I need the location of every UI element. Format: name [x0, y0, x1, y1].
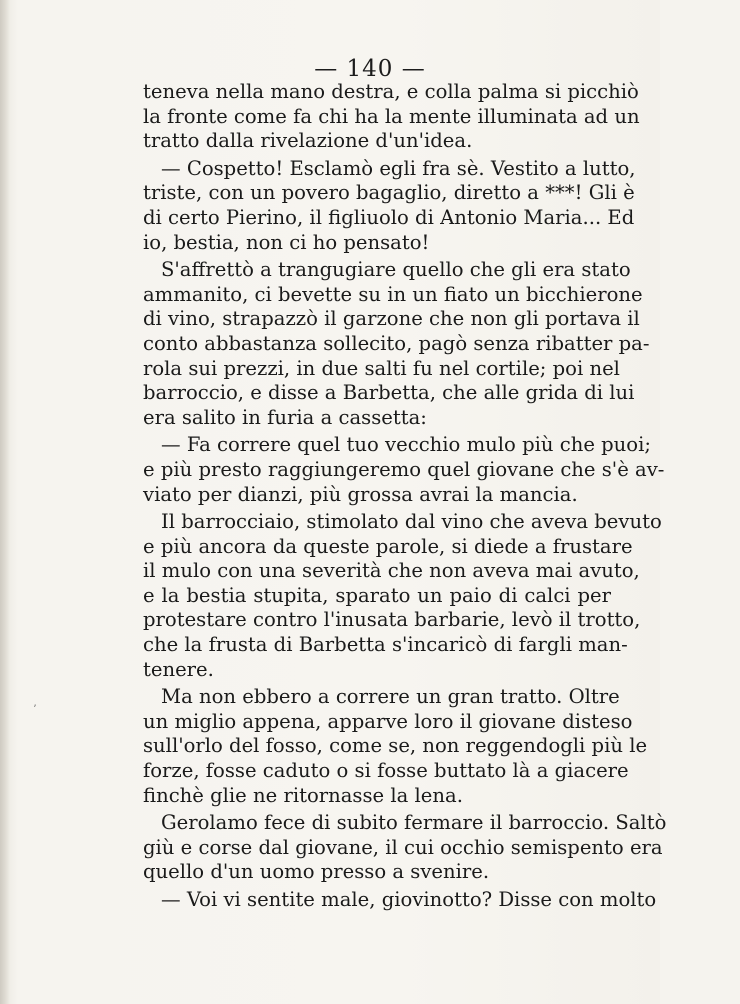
text-line: la fronte come fa chi ha la mente illuminata ad un: [143, 104, 640, 128]
text-line: rola sui prezzi, in due salti fu nel cortile; poi nel: [143, 356, 620, 380]
text-line: un miglio appena, apparve loro il giovane disteso: [143, 709, 633, 733]
text-line: finchè glie ne ritornasse la lena.: [143, 783, 463, 807]
spine-shadow: [0, 0, 10, 1004]
text-line: tratto dalla rivelazione d'un'idea.: [143, 129, 473, 153]
margin-mark: ʼ: [33, 704, 37, 715]
text-line: viato per dianzi, più grossa avrai la mancia.: [143, 482, 578, 506]
text-line: teneva nella mano destra, e colla palma si picchiò: [143, 80, 639, 103]
text-line: di certo Pierino, il figliuolo di Antonio Maria... Ed: [143, 205, 635, 229]
paragraph: [143, 80, 640, 154]
page-number: — 140 —: [314, 56, 426, 82]
text-line: che la frusta di Barbetta s'incaricò di fargli man-: [143, 633, 628, 657]
paragraph: [143, 510, 662, 682]
text-line: Ma non ebbero a correre un gran tratto. Oltre: [161, 685, 620, 709]
text-line: S'affrettò a trangugiare quello che gli era stato: [161, 258, 631, 282]
text-line: Gerolamo fece di subito fermare il barroccio. Saltò: [161, 811, 667, 835]
text-line: protestare contro l'inusata barbarie, levò il trotto,: [143, 608, 641, 632]
text-line: io, bestia, non ci ho pensato!: [143, 230, 430, 254]
text-line: e più ancora da queste parole, si diede a frustare: [143, 534, 633, 558]
text-line: quello d'un uomo presso a svenire.: [143, 860, 490, 884]
text-line: e la bestia stupita, sparato un paio di calci per: [143, 583, 611, 607]
paragraph: [143, 258, 650, 430]
text-line: di vino, strapazzò il garzone che non gli portava il: [143, 307, 640, 331]
text-line: triste, con un povero bagaglio, diretto a ***! Gli è: [143, 181, 635, 205]
body-text: [143, 80, 667, 913]
paragraph: [143, 888, 657, 913]
text-line: — Fa correre quel tuo vecchio mulo più che puoi;: [161, 433, 651, 457]
text-line: — Voi vi sentite male, giovinotto? Disse con molto: [161, 888, 657, 911]
text-line: il mulo con una severità che non aveva mai avuto,: [143, 559, 640, 583]
paragraph: [143, 433, 665, 507]
text-line: conto abbastanza sollecito, pagò senza ribatter pa-: [143, 331, 650, 355]
text-line: tenere.: [143, 657, 214, 681]
paragraph: [143, 156, 636, 255]
paragraph: [143, 811, 667, 885]
paragraph: [143, 685, 648, 808]
text-line: sull'orlo del fosso, come se, non reggendogli più le: [143, 734, 648, 758]
text-line: — Cospetto! Esclamò egli fra sè. Vestito a lutto,: [161, 156, 636, 180]
text-line: Il barrocciaio, stimolato dal vino che aveva bevuto: [161, 510, 662, 534]
text-line: ammanito, ci bevette su in un fiato un bicchierone: [143, 282, 643, 306]
text-line: forze, fosse caduto o si fosse buttato là a giacere: [143, 759, 629, 783]
text-line: era salito in furia a cassetta:: [143, 405, 427, 429]
text-line: barroccio, e disse a Barbetta, che alle grida di lui: [143, 381, 635, 405]
text-line: giù e corse dal giovane, il cui occhio semispento era: [143, 835, 663, 859]
text-line: e più presto raggiungeremo quel giovane che s'è av-: [143, 457, 665, 481]
